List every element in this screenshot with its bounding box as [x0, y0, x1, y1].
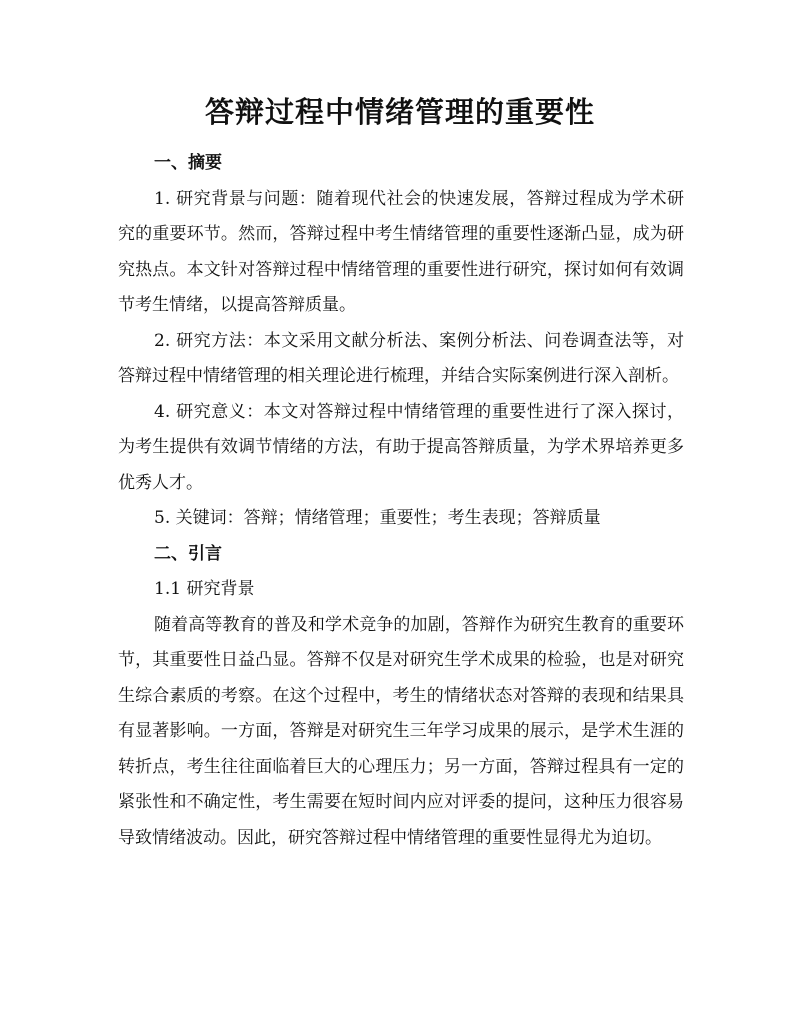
introduction-paragraph: 随着高等教育的普及和学术竞争的加剧，答辩作为研究生教育的重要环节，其重要性日益凸显。答辩不仅是对研究生学术成果的检验，也是对研究生综合素质的考察。在这个过程中，考生的情绪状态对答辩的表现和结果具有显著影响。一方面，答辩是对研究生三年学习成果的展示，是学术生涯的转折点，考生往往面临着巨大的心理压力；另一方面，答辩过程具有一定的紧张性和不确定性，考生需要在短时间内应对评委的提问，这种压力很容易导致情绪波动。因此，研究答辩过程中情绪管理的重要性显得尤为迫切。	[118, 614, 684, 848]
abstract-paragraph-significance: 4. 研究意义：本文对答辩过程中情绪管理的重要性进行了深入探讨，为考生提供有效调节情绪的方法，有助于提高答辩质量，为学术界培养更多优秀人才。	[118, 401, 684, 493]
page-title: 答辩过程中情绪管理的重要性	[204, 95, 595, 129]
section-heading-introduction: 二、引言	[154, 543, 222, 564]
subsection-heading-background: 1.1 研究背景	[154, 579, 255, 599]
document-body	[118, 146, 684, 856]
abstract-paragraph-method: 2. 研究方法：本文采用文献分析法、案例分析法、问卷调查法等，对答辩过程中情绪管理的相关理论进行梳理，并结合实际案例进行深入剖析。	[118, 330, 684, 386]
abstract-keywords: 5. 关键词：答辩；情绪管理；重要性；考生表现；答辩质量	[154, 508, 601, 528]
abstract-paragraph-background: 1. 研究背景与问题：随着现代社会的快速发展，答辩过程成为学术研究的重要环节。然而，答辩过程中考生情绪管理的重要性逐渐凸显，成为研究热点。本文针对答辩过程中情绪管理的重要性进行研究，探讨如何有效调节考生情绪，以提高答辩质量。	[118, 188, 684, 315]
section-heading-abstract: 一、摘要	[154, 153, 222, 173]
